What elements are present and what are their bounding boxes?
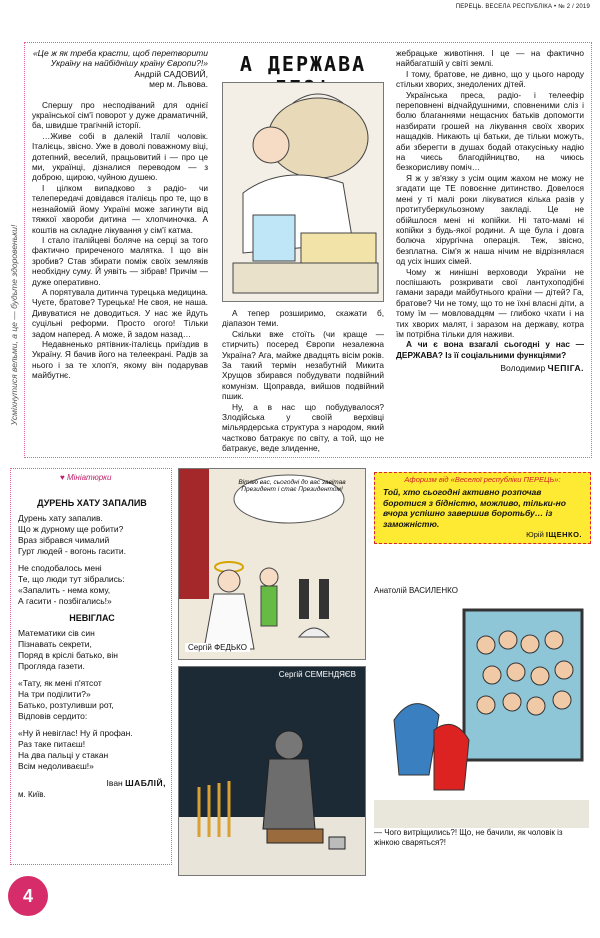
paragraph: Скільки вже стоїть (чи краще — стирчить) посеред Європи незалежна Україна? Ага, майже двадцять вісім років. За такий термін незабутній Микита Хрущов збирався побудувати подвійний комунізм. Щоправда, вийшов подвійний пшик.: [222, 328, 384, 402]
article-column-3: [396, 48, 584, 374]
paragraph: Ну, а в нас що побудувалося? Злодійська у своїй верхівці мільярдерська структура з народом, який частково батракує по світу, а той, що не батракує, веде злиденне,: [222, 401, 384, 454]
poem-title: НЕВІГЛАС: [69, 613, 115, 623]
paragraph: Українська преса, радіо- і телеефір переповнені відчайдушними, сповненими сліз і болю благаннями нещасних батьків допомогти назбирати грошей на лікування своїх хворих нащадків. Никають ці батьки, де тільки можуть, аби зберегти в душах бодай отакусіньку надію на чиєсь благодійництво, на чиюсь безкорисливу поміч…: [396, 89, 584, 173]
aphorism-signature: Юрій ІЩЕНКО.: [526, 530, 582, 539]
tin-can-icon: [329, 837, 345, 849]
paragraph: І цілком випадково з радіо- чи телепередачі довідався італієць про те, що в незнайомій йому Україні може загинути від тяжкої хвороби дитина — хлопчиночка. А коштів на складне лікування у сім'ї катма.: [32, 182, 208, 235]
miniatures-poems: [18, 492, 166, 800]
aphorism-title: Афоризм від «Веселої республіки ПЕРЕЦЬ»:: [404, 475, 561, 484]
cartoon-caption: Сергій ФЕДЬКО: [185, 643, 250, 652]
article-illustration: [222, 82, 384, 302]
paragraph: А тепер розширимо, скажати б, діапазон теми.: [222, 308, 384, 329]
paragraph: І тому, братове, не дивно, що у цього народу стільки хворих, знедолених дітей.: [396, 68, 584, 90]
paragraph: Спершу про несподіваний для однієї української сім'ї поворот у дуже драматичній, ба, швидше трагічній історії.: [32, 99, 208, 131]
sidebar-slogan-text: Усміхнутися вельми, а це — будьте здоровеньки!: [9, 224, 19, 426]
poem-signature: Іван ШАБЛІЙ,: [106, 778, 166, 788]
poem-stanza: Не сподобалось мені Те, що люди тут зібрались: «Запалить - нема кому, А гасити - позбігались!»: [18, 563, 125, 606]
cartoon-caption: Анатолій ВАСИЛЕНКО: [374, 586, 458, 595]
article-column-1: [32, 48, 208, 381]
man-figure-icon: [394, 704, 439, 775]
running-header: ПЕРЕЦЬ. ВЕСЕЛА РЕСПУБЛІКА • № 2 / 2019: [455, 4, 590, 10]
cartoon-caption: Сергій СЕМЕНДЯЄВ: [278, 670, 356, 679]
cartoon-semendyaev: [178, 666, 366, 876]
poem-stanza: «Тату, як мені п'ятсот На три поділити?» Батько, розтуливши рот, Відповів сердито:: [18, 678, 114, 721]
cartoon-vasylenko: [374, 600, 589, 828]
epigraph: «Це ж як треба красти, щоб перетворити Україну на найбіднішу країну Європи?!»: [32, 48, 208, 69]
poem-stanza: Математики сів син Пізнавать секрети, Поряд в кріслі батько, він Прогляда газети.: [18, 628, 118, 671]
miniatures-heading: ♥ Мініатюрки: [60, 473, 112, 482]
paragraph: жебрацьке животіння. І це — на фактично найбагатшій у світі землі.: [396, 48, 584, 69]
epigraph-role: мер м. Львова.: [149, 79, 208, 90]
paragraph: Я ж у зв'язку з усім оцим жахом не можу не згадати ще ТЕ повоєнне дитинство. Довелося мені у ті малі роки лікуватися кілька разів у протитуберкульозному закладі. Це не обійшлося мені ні копійки. Ні тато-мамі ні копійки з будь-якої родини. А ще була і довга болюча хірургічна операція. Теж, звісно, безплатна. Сім'я ж наша нічим не відрізнялася од усіх інших сімей.: [396, 172, 584, 267]
paragraph: І стало італійцеві боляче на серці за того фактично приреченого малятка. І що він зробив? Став збирати поміж своїх земляків необхідну суму. Й уявіть — зібрав! Причім — дуже оперативно.: [32, 234, 208, 287]
paragraph: А порятувала дитинча турецька медицина. Чуєте, братове? Турецька! Не своя, не наша. Дивуватися не доводиться. У нас же йдуть суцільні реформи. Просто огого! Тільки задом наперед. А може, й задом назад…: [32, 286, 208, 339]
cartoon-gag: — Чого витріщились?! Що, не бачили, як чоловік із жінкою сваряться?!: [374, 828, 563, 847]
saint-cartoon-illustration: [179, 469, 365, 659]
paragraph: Недавненько рятівник-італієць приїздив в Україну. Я бачив його на телеекрані. Радів за нього і за те хлоп'я, якому він подарував майбутнє.: [32, 338, 208, 381]
face-icon: [253, 127, 289, 163]
fighting-couple-illustration: [374, 600, 589, 828]
page-number: 4: [8, 876, 48, 916]
poem-stanza: «Ну й невіглас! Ну й профан. Раз таке питаєш! На два пальці у стакан Всім недоливаєш!»: [18, 728, 133, 771]
pepper-icon: ♥: [60, 473, 65, 482]
paragraph: Чому ж нинішні верховоди України не поспішають розкривати свої лантухоподібні гамани заради майбутнього країни — дітей? Га, братове? Чи не тому, що то не їхні власні діти, а тому їм — мовловадцям — глибоко чхати і на тих хворих малят, і заразом на державу, котра їм потрібна тільки для наживи.: [396, 266, 584, 339]
poem-stanza: Дурень хату запалив. Що ж дурному ще робити? Враз зібрався чималий Гурт людей - вогонь гасити.: [18, 513, 127, 556]
aphorism-text: Той, хто сьогодні активно розпочав боротися з бідністю, можливо, тільки-но вчора успішно завершив боротьбу… із заможністю.: [383, 487, 566, 529]
epigraph-author: Андрій САДОВИЙ,: [134, 68, 208, 79]
article-title: А ДЕРЖАВА: [239, 52, 367, 76]
paragraph: А чи є вона взагалі сьогодні у нас — ДЕРЖАВА? Із її соціальними функціями?: [396, 339, 584, 360]
cartoon-bubble: Вітаю вас, сьогодні до вас завітав Президент і стає Президентом!: [238, 479, 346, 493]
aphorism-box: [374, 472, 591, 544]
article-signature: Володимир ЧЕПІГА.: [500, 363, 584, 374]
woman-figure-icon: [434, 724, 469, 790]
bed-patient-illustration: [223, 83, 383, 301]
cartoon-fedko: [178, 468, 366, 660]
paragraph: …Живе собі в далекій Італії чоловік. Італієць, звісно. Уже в доволі поважному віці, дотепний, веселий, працьовитий і — про це ми, українці, дізналися переводом — з доброю, щирою, чуйною душею.: [32, 130, 208, 183]
poem-title: ДУРЕНЬ ХАТУ ЗАПАЛИВ: [37, 498, 147, 508]
article-column-2: [222, 308, 384, 454]
poem-city: м. Київ.: [18, 790, 46, 799]
beggar-cartoon-illustration: [179, 667, 365, 875]
monitor-icon: [253, 215, 295, 261]
